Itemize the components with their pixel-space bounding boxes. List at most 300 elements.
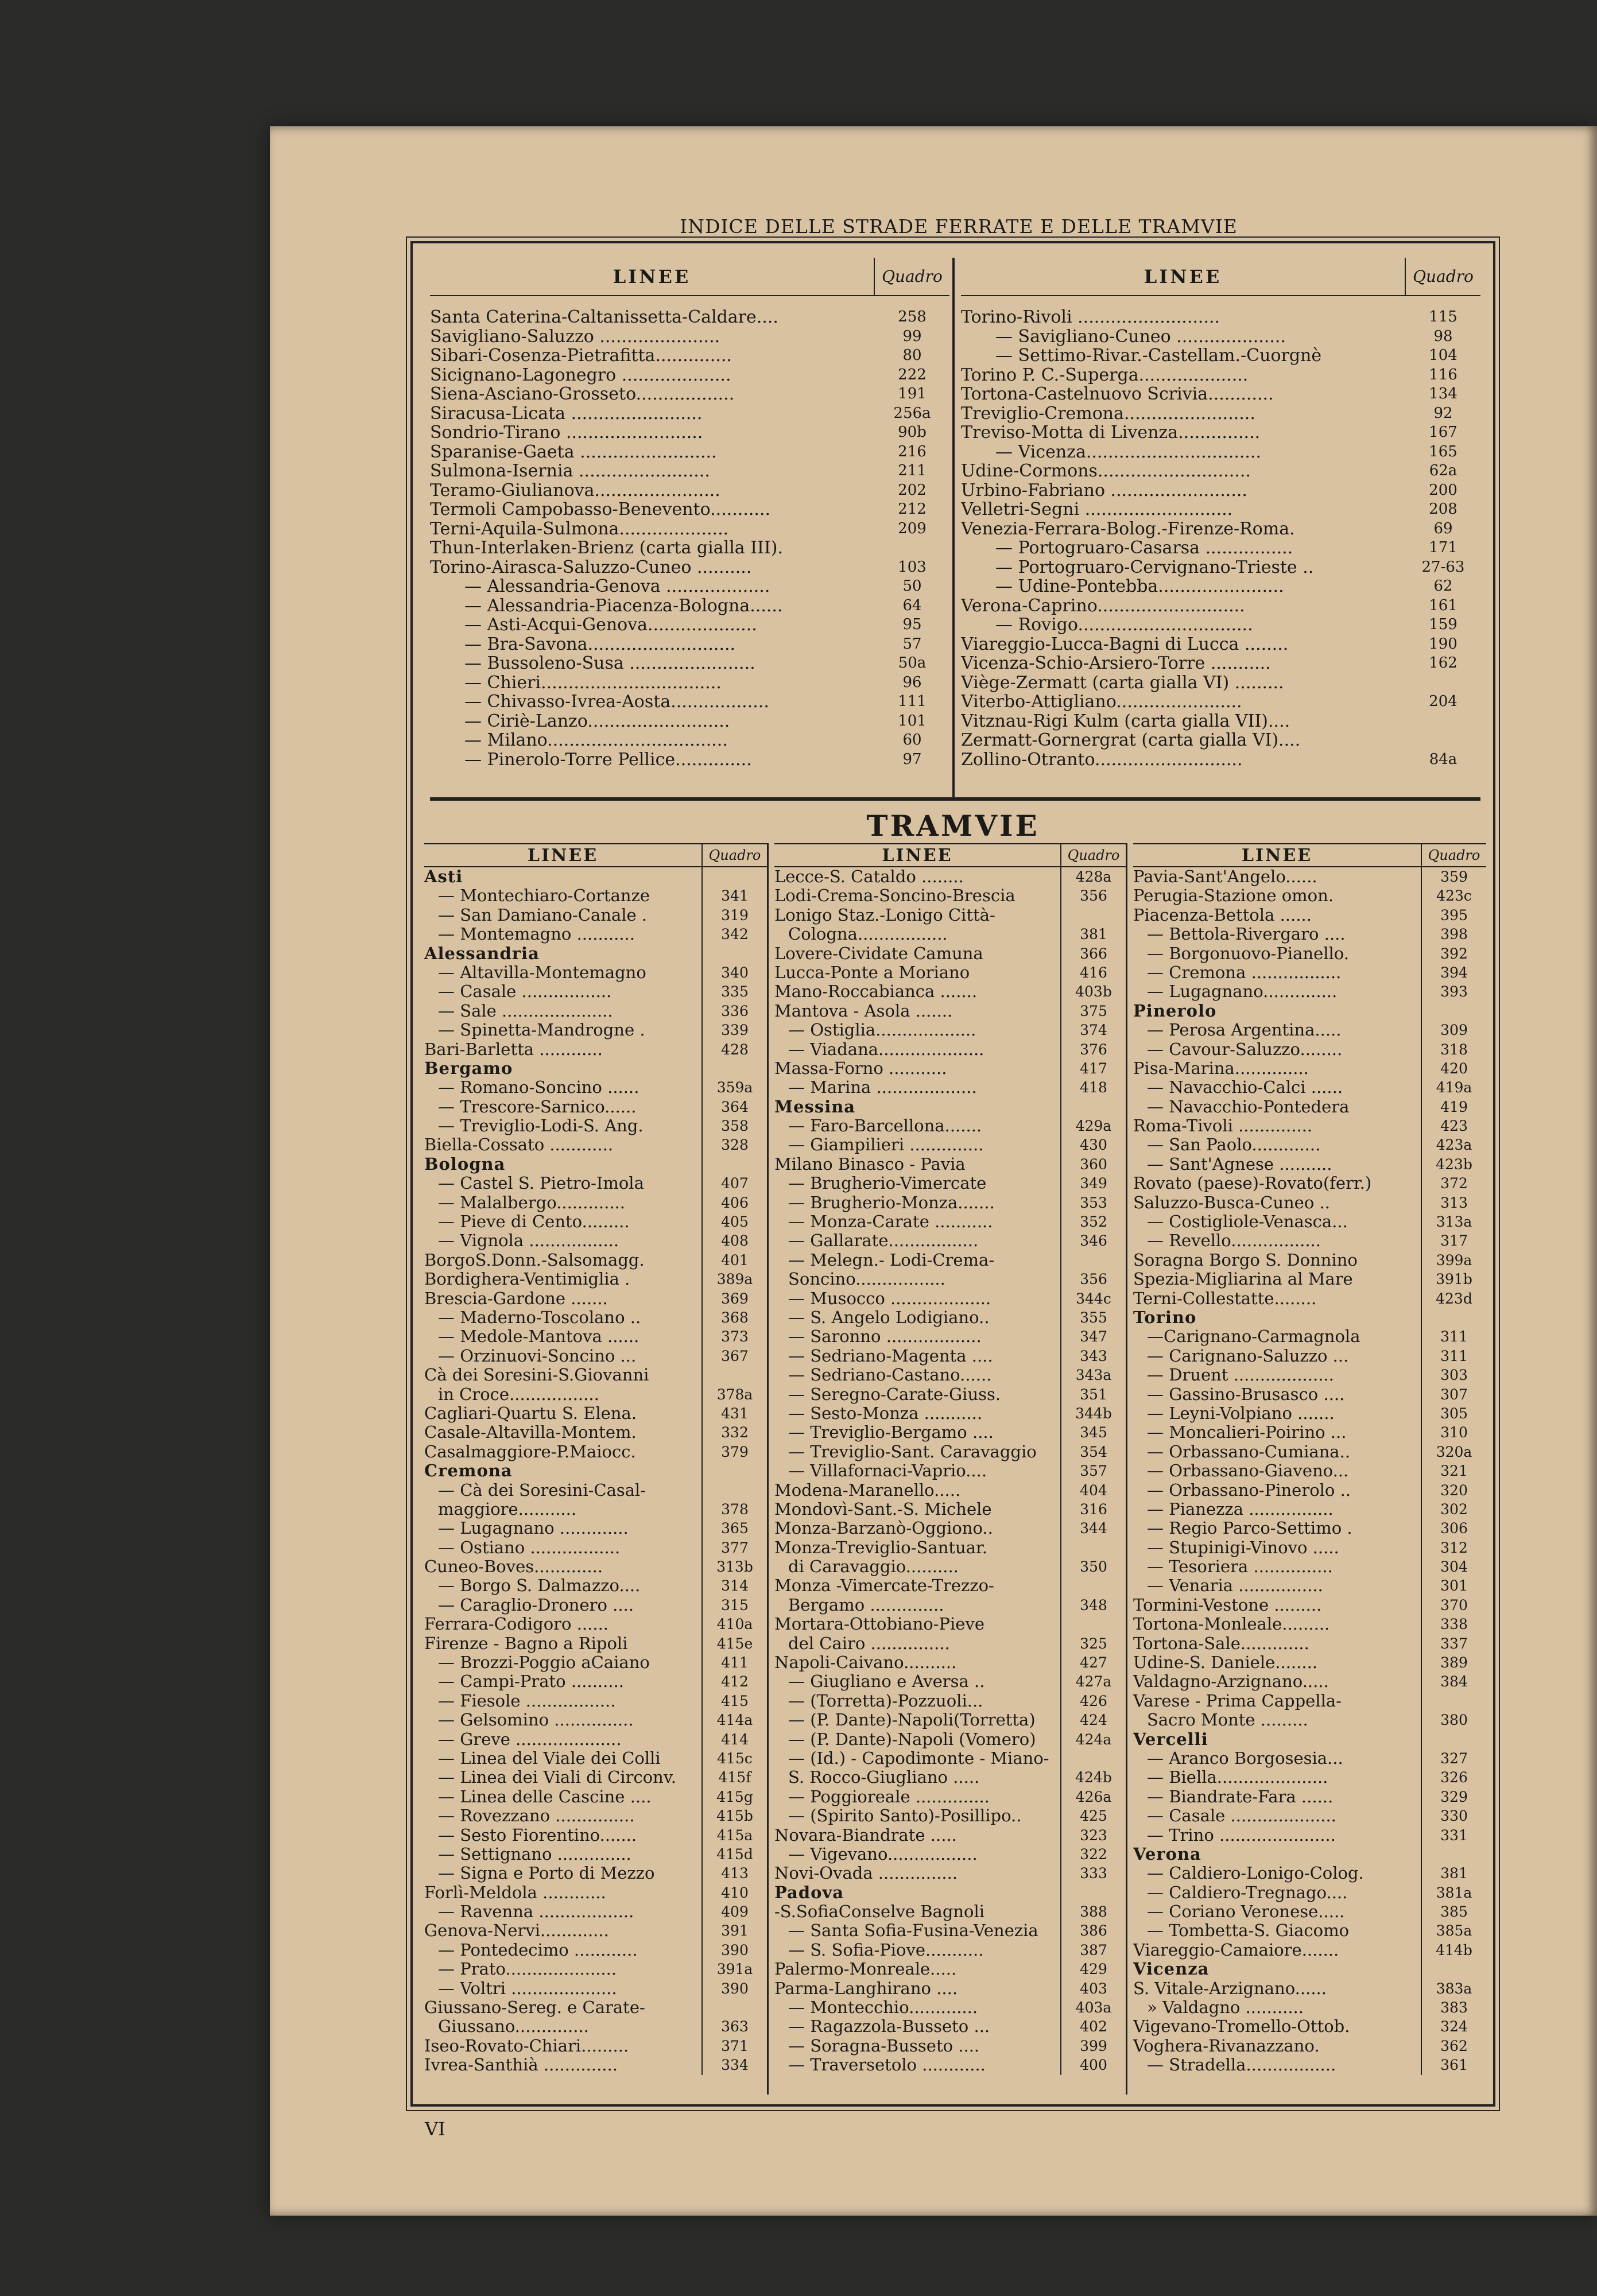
line-name: — Brugherio-Vimercate: [788, 1174, 987, 1193]
linee-header: LINEE: [1241, 845, 1313, 866]
quadro-number: 386: [1060, 1921, 1126, 1940]
line-name: Mano-Roccabianca .......: [774, 982, 978, 1002]
line-name: — Voltri ....................: [438, 1979, 617, 1998]
tram-line-row: [774, 906, 1126, 925]
line-name: Venezia-Ferrara-Bolog.-Firenze-Roma.: [961, 519, 1295, 538]
line-name: — San Paolo.............: [1147, 1135, 1321, 1155]
quadro-number: [1060, 1615, 1126, 1634]
quadro-number: 331: [1421, 1826, 1486, 1845]
index-row: [961, 731, 1480, 750]
line-name: — Medole-Mantova ......: [438, 1327, 639, 1347]
line-name: Thun-Interlaken-Brienz (carta gialla III).: [430, 538, 783, 558]
quadro-number: 316: [1060, 1500, 1126, 1519]
quadro-number: 410a: [701, 1615, 767, 1634]
line-name: Sibari-Cosenza-Pietrafitta..............: [430, 346, 732, 366]
line-name: — Borgonuovo-Pianello.: [1147, 944, 1349, 963]
line-name: — Portogruaro-Casarsa ................: [995, 538, 1293, 558]
tram-line-row: [424, 1576, 767, 1595]
index-row: [961, 558, 1480, 577]
city-heading-row: [1133, 1960, 1486, 1979]
tram-line-row: [774, 1768, 1126, 1787]
tram-line-row: [424, 1231, 767, 1250]
tram-line-row: [774, 1481, 1126, 1500]
column-header: [774, 843, 1126, 867]
index-row: [430, 519, 949, 539]
quadro-number: 390: [701, 1979, 767, 1998]
quadro-number: 415e: [701, 1634, 767, 1653]
quadro-number: 373: [701, 1327, 767, 1346]
quadro-number: 92: [1433, 404, 1453, 422]
line-name: Iseo-Rovato-Chiari.........: [424, 2036, 629, 2055]
line-name: — (Torretta)-Pozzuoli...: [788, 1691, 983, 1711]
line-name: — S. Sofia-Piove...........: [788, 1940, 984, 1960]
tram-line-row: [424, 1768, 767, 1787]
quadro-number: 208: [1429, 501, 1458, 518]
quadro-header: Quadro: [1405, 258, 1480, 295]
tram-line-row: [1133, 963, 1486, 982]
line-name: Siena-Asciano-Grosseto..................: [430, 385, 735, 404]
tram-column-3: [1133, 843, 1486, 2095]
line-name: — Revello.................: [1147, 1231, 1321, 1251]
tram-line-row: [424, 1921, 767, 1940]
line-name: — Asti-Acqui-Genova....................: [464, 615, 757, 635]
city-heading-row: [774, 1097, 1126, 1116]
quadro-number: 319: [701, 906, 767, 925]
tram-line-row: [424, 1711, 767, 1729]
quadro-number: 101: [898, 712, 927, 730]
index-row: [430, 577, 949, 596]
quadro-number: 399a: [1421, 1251, 1486, 1270]
tram-line-row: [424, 1270, 767, 1289]
quadro-number: 97: [902, 750, 922, 768]
tram-line-row: [424, 1385, 767, 1404]
quadro-number: 353: [1060, 1193, 1126, 1212]
line-name: — Savigliano-Cuneo ....................: [995, 327, 1286, 346]
tram-line-row: [1133, 1615, 1486, 1634]
quadro-number: 426: [1060, 1692, 1126, 1711]
line-name: Cremona: [424, 1461, 513, 1481]
line-name: — Sesto-Monza ...........: [788, 1403, 983, 1423]
quadro-number: 409: [701, 1902, 767, 1921]
line-name: Verona-Caprino...........................: [961, 596, 1245, 615]
quadro-number: 375: [1060, 1002, 1126, 1021]
line-name: Cuneo-Boves.............: [424, 1557, 603, 1577]
tram-line-row: [424, 2037, 767, 2055]
line-name: Urbino-Fabriano .........................: [961, 480, 1247, 500]
line-name: Modena-Maranello.....: [774, 1480, 961, 1500]
line-name: — Greve ....................: [438, 1729, 622, 1749]
tram-line-row: [424, 1500, 767, 1519]
line-name: Vicenza: [1133, 1960, 1210, 1979]
line-name: — Caldiero-Tregnago....: [1147, 1883, 1348, 1902]
quadro-number: 393: [1421, 982, 1486, 1001]
tram-line-row: [424, 1826, 767, 1845]
tram-line-row: [774, 1461, 1126, 1480]
line-name: — Chivasso-Ivrea-Aosta..................: [464, 692, 769, 712]
line-name: — Aranco Borgosesia...: [1147, 1748, 1343, 1768]
tram-line-row: [424, 1596, 767, 1615]
quadro-number: 391: [701, 1921, 767, 1940]
index-row: [961, 519, 1480, 539]
tram-line-row: [1133, 1078, 1486, 1097]
line-name: Forlì-Meldola ............: [424, 1883, 606, 1902]
line-name: — Vignola .................: [438, 1231, 619, 1251]
line-name: — Perosa Argentina.....: [1147, 1021, 1342, 1040]
line-name: — Portogruaro-Cervignano-Trieste ..: [995, 557, 1314, 577]
tram-line-row: [1133, 1461, 1486, 1480]
line-name: Casale-Altavilla-Montem.: [424, 1423, 637, 1442]
tram-line-row: [774, 1692, 1126, 1711]
line-name: Ferrara-Codigoro ......: [424, 1615, 609, 1634]
line-name: Monza-Treviglio-Santuar.: [774, 1538, 987, 1557]
tram-line-row: [1133, 1768, 1486, 1787]
line-name: — Melegn.- Lodi-Crema-: [788, 1250, 995, 1270]
quadro-number: 416: [1060, 963, 1126, 982]
quadro-number: 323: [1060, 1826, 1126, 1845]
line-name: Siracusa-Licata ........................: [430, 404, 703, 423]
tram-line-row: [774, 1864, 1126, 1883]
tram-line-row: [424, 1423, 767, 1442]
quadro-number: 134: [1429, 385, 1458, 402]
line-name: — Ostiglia...................: [788, 1021, 976, 1040]
tram-line-row: [774, 1193, 1126, 1212]
line-name: — Milano.................................: [464, 731, 728, 750]
line-name: Mondovì-Sant.-S. Michele: [774, 1499, 992, 1519]
tram-line-row: [1133, 1059, 1486, 1078]
line-name: Mantova - Asola .......: [774, 1001, 953, 1021]
line-name: — Romano-Soncino ......: [438, 1078, 639, 1097]
quadro-number: 388: [1060, 1902, 1126, 1921]
tram-line-row: [1133, 1193, 1486, 1212]
index-row: [961, 461, 1480, 481]
line-name: Bordighera-Ventimiglia .: [424, 1270, 630, 1289]
quadro-number: 326: [1421, 1768, 1486, 1787]
index-row: [430, 596, 949, 616]
line-name: — Soragna-Busseto ....: [788, 2036, 980, 2055]
tram-line-row: [1133, 1404, 1486, 1423]
line-name: Soncino.................: [788, 1270, 945, 1289]
index-row: [430, 750, 949, 770]
line-name: Bologna: [424, 1154, 506, 1174]
index-row: [961, 500, 1480, 519]
line-name: Biella-Cossato ............: [424, 1135, 614, 1155]
quadro-number: 389a: [701, 1270, 767, 1289]
tram-line-row: [424, 1289, 767, 1308]
quadro-number: 399: [1060, 2037, 1126, 2055]
line-name: Sulmona-Isernia ........................: [430, 461, 710, 481]
quadro-number: 390: [701, 1941, 767, 1960]
quadro-number: 405: [701, 1212, 767, 1231]
tram-line-row: [1133, 1385, 1486, 1404]
tram-line-row: [774, 1155, 1126, 1174]
line-name: — Montecchio.............: [788, 1998, 978, 2018]
tram-line-row: [1133, 1787, 1486, 1806]
tram-line-row: [774, 1634, 1126, 1653]
quadro-number: 381: [1421, 1864, 1486, 1883]
line-name: — Treviglio-Lodi-S. Ang.: [438, 1116, 644, 1136]
quadro-number: 365: [701, 1519, 767, 1538]
index-row: [961, 308, 1480, 327]
tram-line-row: [424, 982, 767, 1001]
quadro-number: 334: [701, 2055, 767, 2074]
tram-line-row: [1133, 1902, 1486, 1921]
tram-rows-3: [1133, 867, 1486, 2075]
tram-line-row: [774, 1576, 1126, 1595]
line-name: Bergamo ..............: [788, 1595, 944, 1615]
tram-line-row: [774, 1078, 1126, 1097]
railway-column-right: [961, 258, 1480, 797]
quadro-number: 329: [1421, 1787, 1486, 1806]
tram-line-row: [424, 2055, 767, 2074]
quadro-number: 167: [1429, 424, 1458, 441]
quadro-number: 62: [1433, 577, 1453, 595]
index-row: [430, 731, 949, 750]
line-name: Napoli-Caivano..........: [774, 1653, 957, 1673]
tram-line-row: [424, 1116, 767, 1135]
line-name: Roma-Tivoli ..............: [1133, 1116, 1313, 1136]
line-name: — Viadana....................: [788, 1040, 984, 1059]
quadro-number: 359a: [701, 1078, 767, 1097]
quadro-number: 380: [1421, 1711, 1486, 1729]
index-row: [430, 423, 949, 443]
line-name: — Settignano ..............: [438, 1844, 631, 1864]
city-heading-row: [424, 1461, 767, 1480]
quadro-number: 383: [1421, 1998, 1486, 2017]
quadro-number: 384: [1421, 1672, 1486, 1691]
line-name: — Tombetta-S. Giacomo: [1147, 1921, 1350, 1941]
line-name: — Cà dei Soresini-Casal-: [438, 1480, 646, 1500]
quadro-number: 415c: [701, 1749, 767, 1768]
quadro-number: 415: [701, 1692, 767, 1711]
column-header: [430, 258, 949, 296]
tram-column-2: [774, 843, 1127, 2095]
line-name: — Druent ...................: [1147, 1366, 1334, 1385]
line-name: — Bussoleno-Susa .......................: [464, 654, 755, 673]
quadro-number: 302: [1421, 1500, 1486, 1519]
line-name: — Settimo-Rivar.-Castellam.-Cuorgnè: [995, 346, 1322, 366]
quadro-number: 406: [701, 1193, 767, 1212]
line-name: Vitznau-Rigi Kulm (carta gialla VII)....: [961, 711, 1290, 731]
tram-column-1: [424, 843, 769, 2095]
tram-line-row: [424, 1653, 767, 1672]
line-name: — Tesoriera ...............: [1147, 1557, 1333, 1577]
tram-line-row: [774, 2037, 1126, 2055]
line-name: Viège-Zermatt (carta gialla VI) .........: [961, 673, 1284, 692]
line-name: — Giugliano e Aversa ..: [788, 1672, 985, 1692]
quadro-number: 50a: [898, 654, 927, 672]
line-name: — Orbassano-Giaveno...: [1147, 1461, 1349, 1481]
line-name: — Monza-Carate ...........: [788, 1212, 993, 1232]
tram-line-row: [1133, 1442, 1486, 1461]
index-row: [961, 577, 1480, 596]
line-name: Padova: [774, 1883, 844, 1902]
tram-line-row: [774, 1385, 1126, 1404]
tram-line-row: [774, 925, 1126, 944]
quadro-number: 312: [1421, 1538, 1486, 1557]
quadro-number: 413: [701, 1864, 767, 1883]
tram-line-row: [1133, 2037, 1486, 2055]
line-name: Santa Caterina-Caltanissetta-Caldare....: [430, 308, 778, 327]
index-row: [961, 635, 1480, 654]
index-row: [961, 385, 1480, 404]
tram-line-row: [424, 1251, 767, 1270]
line-name: Firenze - Bagno a Ripoli: [424, 1634, 628, 1653]
tram-line-row: [774, 2055, 1126, 2074]
line-name: — (P. Dante)-Napoli(Torretta): [788, 1711, 1036, 1730]
quadro-number: 371: [701, 2037, 767, 2055]
tram-line-row: [774, 1902, 1126, 1921]
tram-line-row: [424, 1615, 767, 1634]
tram-line-row: [774, 1615, 1126, 1634]
quadro-number: 330: [1421, 1806, 1486, 1825]
linee-header: LINEE: [1144, 265, 1222, 288]
line-name: Treviso-Motta di Livenza...............: [961, 423, 1261, 443]
tram-line-row: [774, 867, 1126, 886]
line-name: — Santa Sofia-Fusina-Venezia: [788, 1921, 1038, 1941]
line-name: — Pieve di Cento.........: [438, 1212, 630, 1232]
tram-line-row: [1133, 1883, 1486, 1902]
tram-line-row: [1133, 1481, 1486, 1500]
tram-line-row: [424, 1097, 767, 1116]
line-name: — Brugherio-Monza.......: [788, 1193, 995, 1212]
quadro-number: 313b: [701, 1557, 767, 1576]
tram-line-row: [774, 1826, 1126, 1845]
quadro-number: 383a: [1421, 1979, 1486, 1998]
tram-line-row: [1133, 1135, 1486, 1154]
index-row: [430, 481, 949, 501]
line-name: Treviglio-Cremona........................: [961, 404, 1255, 423]
tram-line-row: [424, 1404, 767, 1423]
tram-line-row: [774, 944, 1126, 963]
quadro-number: 423b: [1421, 1155, 1486, 1174]
tram-line-row: [774, 886, 1126, 905]
index-row: [430, 615, 949, 635]
tram-line-row: [424, 2017, 767, 2036]
index-row: [961, 692, 1480, 712]
page-number: VI: [425, 2118, 445, 2140]
index-row: [961, 712, 1480, 731]
quadro-number: 343: [1060, 1347, 1126, 1366]
line-name: Novara-Biandrate .....: [774, 1825, 957, 1845]
tram-line-row: [424, 1327, 767, 1346]
line-name: — Treviglio-Sant. Caravaggio: [788, 1442, 1037, 1461]
tram-line-row: [1133, 1116, 1486, 1135]
line-name: Voghera-Rivanazzano.: [1133, 2036, 1320, 2055]
index-row: [430, 443, 949, 462]
line-name: Lucca-Ponte a Moriano: [774, 963, 970, 982]
quadro-number: 374: [1060, 1021, 1126, 1040]
quadro-number: 415a: [701, 1826, 767, 1845]
quadro-number: 345: [1060, 1423, 1126, 1442]
quadro-number: 60: [902, 731, 922, 748]
quadro-number: 423c: [1421, 886, 1486, 905]
line-name: — Bra-Savona...........................: [464, 634, 736, 654]
line-name: — Coriano Veronese.....: [1147, 1902, 1345, 1922]
quadro-number: 211: [898, 462, 927, 479]
tram-line-row: [774, 1672, 1126, 1691]
quadro-number: 103: [898, 558, 927, 576]
tram-line-row: [424, 1078, 767, 1097]
line-name: — Spinetta-Mandrogne .: [438, 1021, 645, 1040]
quadro-number: [1060, 1538, 1126, 1557]
tram-line-row: [1133, 1423, 1486, 1442]
line-name: — Pinerolo-Torre Pellice..............: [464, 750, 752, 769]
tram-line-row: [1133, 1040, 1486, 1059]
quadro-number: 355: [1060, 1308, 1126, 1327]
line-name: — Sant'Agnese ..........: [1147, 1154, 1332, 1174]
quadro-number: 350: [1060, 1557, 1126, 1576]
tram-line-row: [774, 1711, 1126, 1729]
quadro-number: 419a: [1421, 1078, 1486, 1097]
line-name: — S. Angelo Lodigiano..: [788, 1308, 990, 1327]
line-name: — Prato.....................: [438, 1960, 617, 1979]
line-name: Cà dei Soresini-S.Giovanni: [424, 1366, 649, 1385]
index-row: [430, 538, 949, 558]
tram-line-row: [424, 1347, 767, 1366]
line-name: — Ostiano .................: [438, 1538, 621, 1557]
quadro-number: 80: [902, 347, 922, 364]
index-row: [430, 366, 949, 385]
quadro-number: 423: [1421, 1116, 1486, 1135]
tram-line-row: [1133, 1826, 1486, 1845]
quadro-number: 389: [1421, 1653, 1486, 1672]
quadro-number: 364: [701, 1097, 767, 1116]
line-name: Cagliari-Quartu S. Elena.: [424, 1403, 637, 1423]
index-row: [961, 750, 1480, 770]
quadro-number: 27-63: [1421, 558, 1465, 576]
quadro-number: [1060, 1576, 1126, 1595]
tram-line-row: [1133, 1864, 1486, 1883]
line-name: -S.SofiaConselve Bagnoli: [774, 1902, 985, 1922]
tram-line-row: [424, 1730, 767, 1749]
tram-line-row: [424, 1538, 767, 1557]
tram-line-row: [774, 1557, 1126, 1576]
index-row: [961, 443, 1480, 462]
tram-line-row: [774, 1040, 1126, 1059]
tram-line-row: [424, 1806, 767, 1825]
line-name: — Casale ....................: [1147, 1806, 1336, 1826]
quadro-number: 344: [1060, 1519, 1126, 1538]
tram-line-row: [1133, 1155, 1486, 1174]
line-name: — Udine-Pontebba.......................: [995, 577, 1284, 596]
line-name: — Stradella.................: [1147, 2055, 1336, 2075]
tram-line-row: [424, 1021, 767, 1040]
tram-line-row: [424, 1787, 767, 1806]
column-divider: [952, 258, 955, 797]
tram-line-row: [1133, 1921, 1486, 1940]
line-name: Pinerolo: [1133, 1001, 1217, 1021]
quadro-number: 403a: [1060, 1998, 1126, 2017]
tram-line-row: [424, 1040, 767, 1059]
quadro-number: 414: [701, 1730, 767, 1749]
tram-line-row: [1133, 1231, 1486, 1250]
quadro-number: 377: [701, 1538, 767, 1557]
tram-line-row: [424, 1749, 767, 1768]
line-name: — Villafornaci-Vaprio....: [788, 1461, 987, 1481]
line-name: — Caldiero-Lonigo-Colog.: [1147, 1864, 1364, 1883]
quadro-number: 359: [1421, 867, 1486, 886]
quadro-number: 370: [1421, 1596, 1486, 1615]
tram-line-row: [1133, 1347, 1486, 1366]
line-name: Messina: [774, 1097, 856, 1116]
quadro-number: [701, 1366, 767, 1384]
line-name: Torino: [1133, 1308, 1197, 1327]
tram-line-row: [1133, 1749, 1486, 1768]
quadro-number: 332: [701, 1423, 767, 1442]
quadro-number: [1060, 1749, 1126, 1768]
tram-line-row: [1133, 1270, 1486, 1289]
line-name: Zollino-Otranto...........................: [961, 750, 1243, 769]
